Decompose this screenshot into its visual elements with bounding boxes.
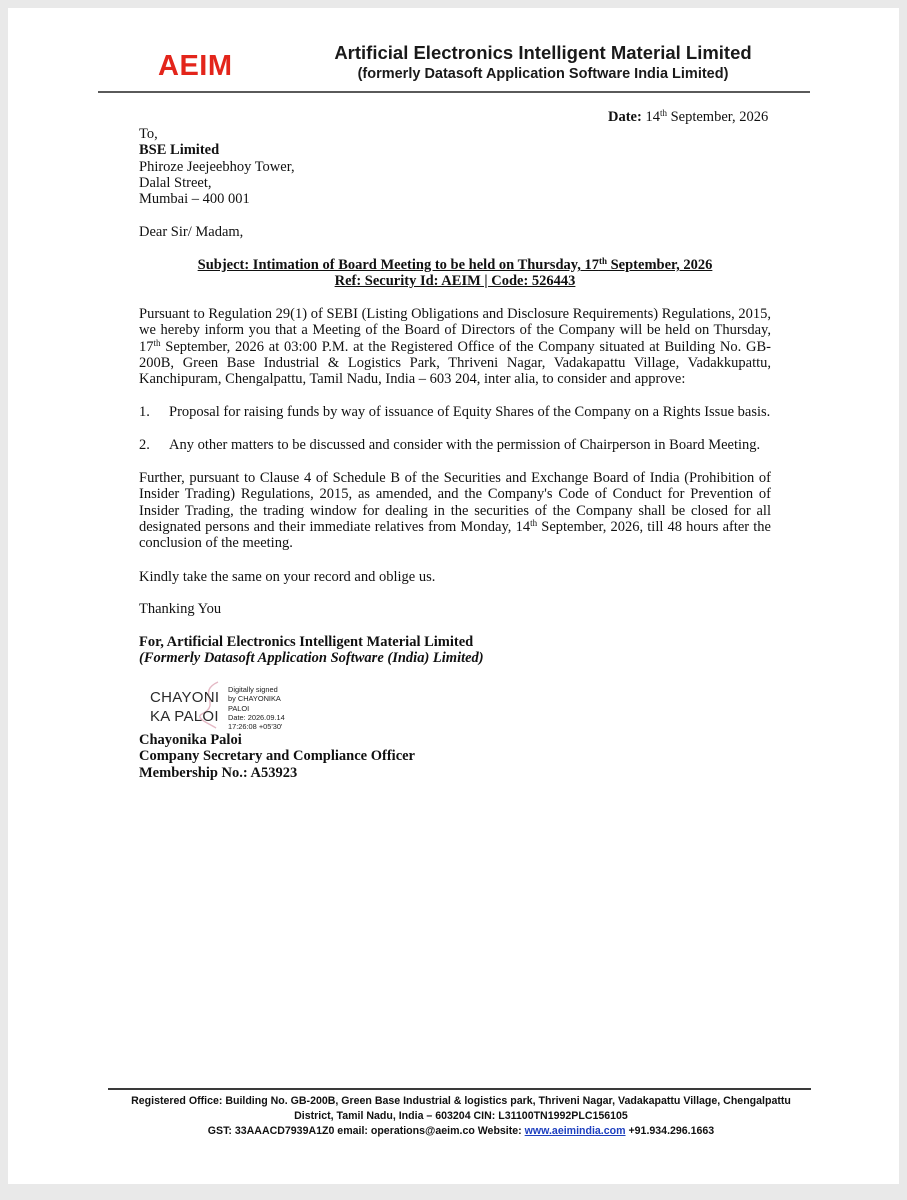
date-sup: th [659, 108, 667, 118]
closing-thanks: Thanking You [139, 601, 222, 617]
list-item-text: Proposal for raising funds by way of issuance of Equity Shares of the Company on a Rights Issue basis. [169, 404, 771, 420]
addressee-line1: Phiroze Jeejeebhoy Tower, [139, 158, 295, 175]
date-label: Date: [608, 109, 642, 125]
paragraph-trading-window [139, 470, 771, 551]
subject-suffix: September, 2026 [606, 257, 713, 273]
addressee-name: BSE Limited [139, 142, 220, 159]
subject-line [139, 257, 771, 273]
for-company: For, Artificial Electronics Intelligent Material Limited [139, 634, 474, 650]
website-link[interactable]: www.aeimindia.com [524, 1125, 626, 1137]
signatory-membership: Membership No.: A53923 [139, 764, 298, 781]
company-logo: AEIM [158, 50, 233, 82]
footer [106, 1094, 816, 1139]
footer-divider [108, 1088, 811, 1090]
subject-sup: th [598, 256, 607, 266]
signatory-block [139, 732, 415, 781]
footer-gst-email: GST: 33AAACD7939A1Z0 email: operations@aeim.co Website: [207, 1125, 525, 1137]
footer-address-line2: District, Tamil Nadu, India – 603204 CIN: L31100TN1992PLC156105 [294, 1110, 628, 1122]
signature-name-line2: KA PALOI [150, 708, 219, 725]
list-item-text: Any other matters to be discussed and consider with the permission of Chairperson in Board Meeting. [169, 437, 761, 453]
footer-address-line1: Registered Office: Building No. GB-200B, Green Base Industrial & logistics park, Thriveni Nagar, Vadakapattu Village, Chengalpattu [131, 1095, 791, 1107]
footer-contact-line [106, 1124, 816, 1139]
signatory-title: Company Secretary and Compliance Officer [139, 748, 415, 765]
reference-line: Ref: Security Id: AEIM | Code: 526443 [334, 273, 576, 289]
signatory-name: Chayonika Paloi [139, 732, 242, 748]
para1-sup: th [153, 337, 161, 348]
addressee-line2: Dalal Street, [139, 174, 212, 191]
signature-meta-line: 17:26:08 +05'30' [228, 722, 283, 732]
date-day: 14 [645, 109, 660, 125]
letter-date [608, 109, 768, 125]
signature-meta-line: PALOI [228, 703, 250, 713]
salutation: Dear Sir/ Madam, [139, 224, 244, 240]
para2-text-1: Further, pursuant to Clause 4 of Schedule B of the Securities and Exchange Board of India (Prohibition of Insider Trading) Regulations, 2015, as amended, and the Company's Code of Conduct for Prevention of Insider Trading, the trading window for dealing in the securities of the Company shall be closed for all designated persons and their immediate relatives from Monday, 14 [139, 470, 771, 535]
para2-sup: th [530, 517, 538, 528]
header-divider [98, 91, 810, 93]
signature-details [228, 685, 285, 731]
addressee-block [139, 126, 295, 207]
signature-name [150, 688, 219, 726]
signature-meta-line: Digitally signed [228, 685, 278, 694]
for-company-former: (Formerly Datasoft Application Software (India) Limited) [139, 650, 484, 666]
document-page [8, 8, 899, 1184]
subject-prefix: Subject: Intimation of Board Meeting to be held on Thursday, 17 [197, 257, 599, 273]
addressee-to: To, [139, 126, 158, 142]
list-item [139, 404, 779, 420]
footer-phone: +91.934.296.1663 [625, 1125, 715, 1137]
addressee-line3: Mumbai – 400 001 [139, 191, 250, 208]
company-name: Artificial Electronics Intelligent Material Limited [334, 42, 752, 63]
signature-name-line1: CHAYONI [150, 689, 220, 706]
para2-text-2: September, 2026, till 48 hours after the conclusion of the meeting. [139, 518, 771, 552]
list-item [139, 437, 779, 453]
list-item-number: 1. [139, 404, 150, 420]
para1-text-2: September, 2026 at 03:00 P.M. at the Registered Office of the Company situated at Building No. GB-200B, Green Base Industrial & Logistics Park, Thriveni Nagar, Vadakapattu Village, Vadakkupattu, Kanchipuram, Chengalpattu, Tamil Nadu, India – 603 204, inter alia, to consider and approve: [139, 338, 771, 388]
date-rest: September, 2026 [666, 109, 769, 125]
para1-text-1: Pursuant to Regulation 29(1) of SEBI (Listing Obligations and Disclosure Requirements) Regulations, 2015, we hereby inform you that a Meeting of the Board of Directors of the Company will be held on Thursday, 17 [139, 306, 771, 355]
signature-meta-line: Date: 2026.09.14 [228, 712, 285, 722]
signature-meta-line: by CHAYONIKA [228, 694, 281, 704]
closing-request: Kindly take the same on your record and oblige us. [139, 569, 436, 585]
list-item-number: 2. [139, 437, 150, 453]
digital-signature [148, 678, 348, 730]
company-former-name: (formerly Datasoft Application Software India Limited) [357, 66, 729, 82]
paragraph-intimation [139, 306, 771, 387]
